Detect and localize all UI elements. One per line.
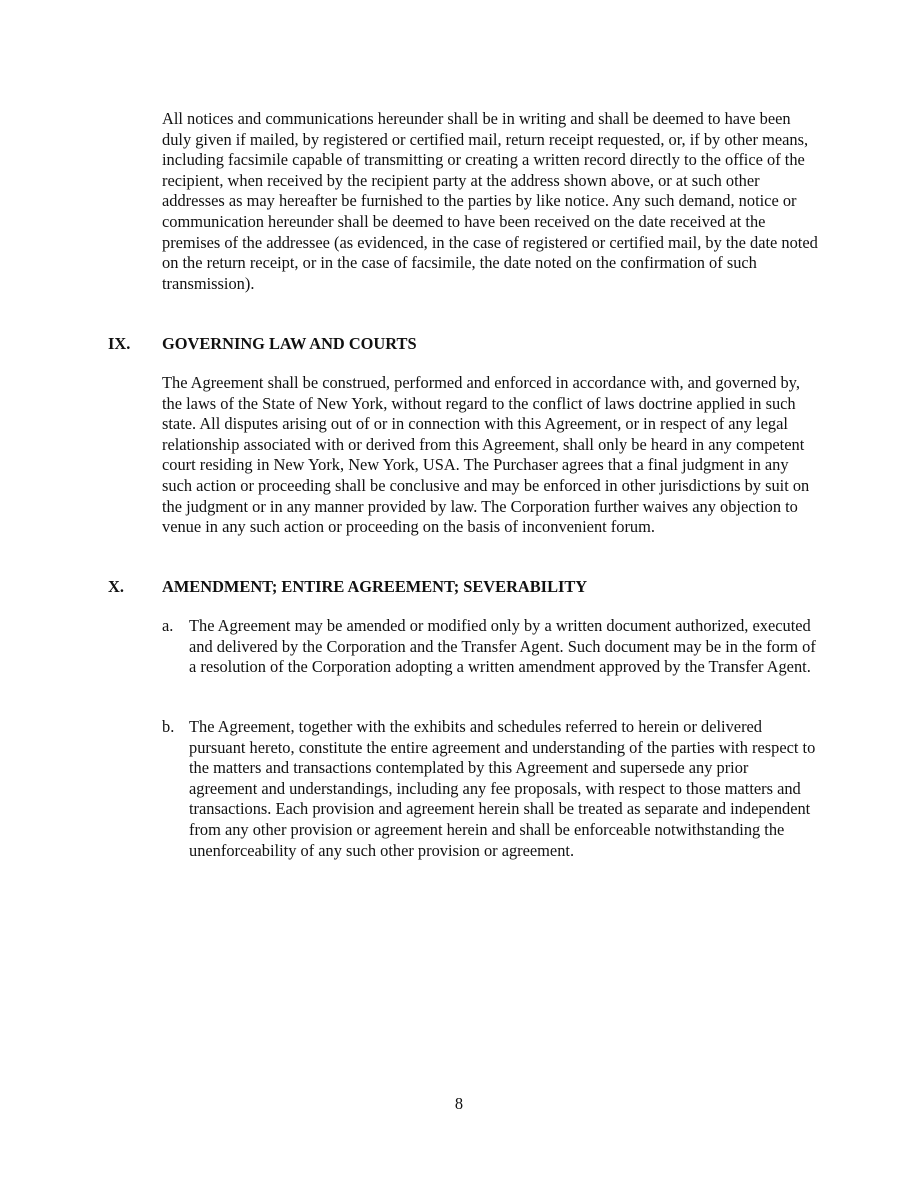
section-ix-title: GOVERNING LAW AND COURTS	[162, 334, 417, 353]
notices-paragraph: All notices and communications hereunder shall be in writing and shall be deemed to have been duly given if mailed, by registered or certified mail, return receipt requested, or, if by other means, including facsimile capable of transmitting or creating a written record directly to the office of the recipient, when received by the recipient party at the address shown above, or at such other addresses as may hereafter be furnished to the parties by like notice. Any such demand, notice or communication hereunder shall be deemed to have been received on the date received at the premises of the addressee (as evidenced, in the case of registered or certified mail, by the date noted on the return receipt, or in the case of facsimile, the date noted on the confirmation of such transmission).	[162, 109, 818, 293]
item-a-text: The Agreement may be amended or modified only by a written document authorized, executed and delivered by the Corporation and the Transfer Agent. Such document may be in the form of a resolution of the Corporation adopting a written amendment approved by the Transfer Agent.	[189, 616, 816, 677]
section-ix-number: IX.	[108, 334, 131, 353]
section-x-title: AMENDMENT; ENTIRE AGREEMENT; SEVERABILITY	[162, 577, 588, 596]
item-a-letter: a.	[162, 616, 174, 635]
page-number: 8	[454, 1094, 464, 1113]
item-b-text: The Agreement, together with the exhibits and schedules referred to herein or delivered pursuant hereto, constitute the entire agreement and understanding of the parties with respect to the matters and transactions contemplated by this Agreement and supersede any prior agreement and understandings, including any fee proposals, with respect to those matters and transactions. Each provision and agreement herein shall be treated as separate and independent from any other provision or agreement herein and shall be enforceable notwithstanding the unenforceability of any such other provision or agreement.	[189, 717, 816, 860]
section-x-number: X.	[108, 577, 124, 596]
item-b-letter: b.	[162, 717, 175, 736]
section-ix-body: The Agreement shall be construed, performed and enforced in accordance with, and governed by, the laws of the State of New York, without regard to the conflict of laws doctrine applied in such state. All disputes arising out of or in connection with this Agreement, or in respect of any legal relationship associated with or derived from this Agreement, shall only be heard in any competent court residing in New York, New York, USA. The Purchaser agrees that a final judgment in any such action or proceeding shall be conclusive and may be enforced in other jurisdictions by suit on the judgment or in any manner provided by law. The Corporation further waives any objection to venue in any such action or proceeding on the basis of inconvenient forum.	[162, 373, 810, 537]
